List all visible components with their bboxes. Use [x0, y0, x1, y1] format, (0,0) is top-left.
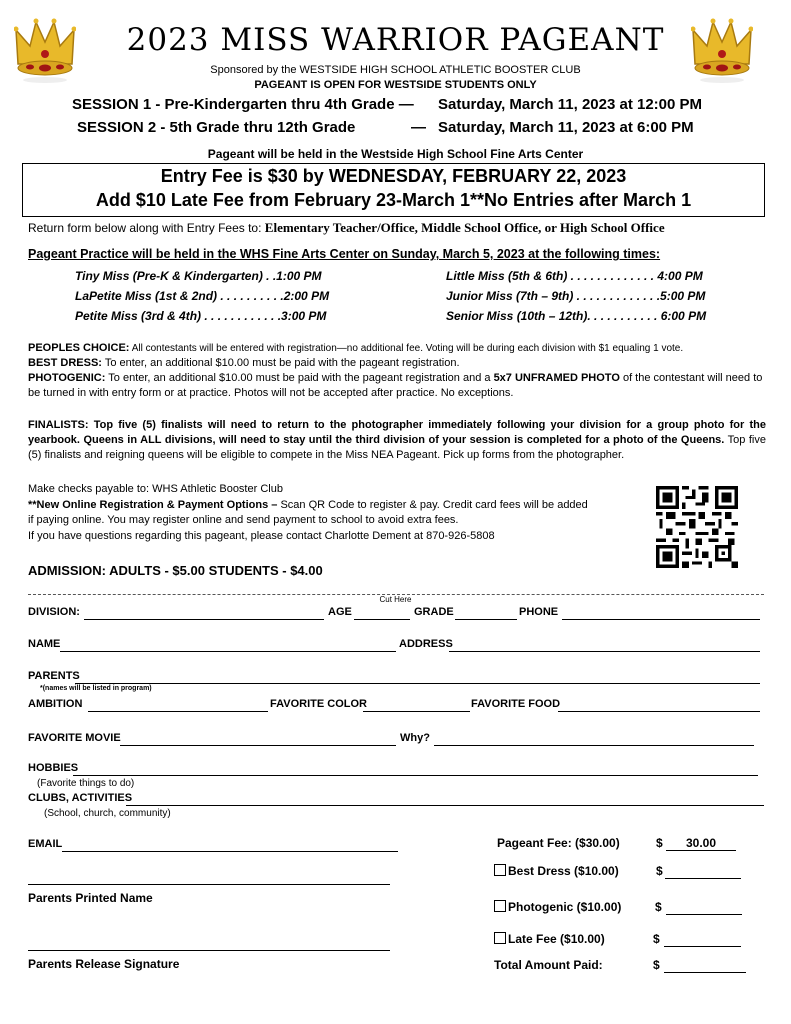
parents-printed-name-label: Parents Printed Name [28, 891, 153, 905]
late-fee-checkbox[interactable] [494, 932, 506, 944]
favorite-food-field[interactable] [558, 711, 760, 712]
page-title: 2023 MISS WARRIOR PAGEANT [126, 22, 665, 58]
session2-date: Saturday, March 11, 2023 at 6:00 PM [438, 119, 694, 136]
photogenic-photo-size: 5x7 UNFRAMED PHOTO [493, 372, 620, 384]
practice-heading: Pageant Practice will be held in the WHS Fine Arts Center on Sunday, March 5, 2023 at the following times: [28, 247, 661, 261]
return-places: Elementary Teacher/Office, Middle School Office, or High School Office [264, 220, 665, 235]
practice-right-list [446, 266, 706, 326]
photogenic-amount-field[interactable] [666, 914, 742, 915]
qr-code-icon[interactable] [656, 486, 738, 568]
peoples-choice-label: PEOPLES CHOICE: [28, 342, 130, 354]
venue-line: Pageant will be held in the Westside High School Fine Arts Center [207, 147, 584, 161]
practice-petite-miss: Petite Miss (3rd & 4th) . . . . . . . . . . . .3:00 PM [75, 309, 327, 323]
session1-label: SESSION 1 - Pre-Kindergarten thru 4th Grade — [72, 96, 414, 113]
sponsor-line: Sponsored by the WESTSIDE HIGH SCHOOL ATHLETIC BOOSTER CLUB [210, 64, 581, 76]
hobbies-field[interactable] [73, 775, 758, 776]
late-fee-row [494, 932, 605, 946]
practice-senior-miss: Senior Miss (10th – 12th). . . . . . . . . . . 6:00 PM [446, 309, 707, 323]
grade-label: GRADE [414, 606, 454, 618]
entry-fee-line: Entry Fee is $30 by WEDNESDAY, FEBRUARY 22, 2023 [160, 166, 627, 186]
pageant-fee-dollar: $ [656, 836, 663, 850]
hobbies-note: (Favorite things to do) [37, 778, 135, 789]
photogenic-fee-label: Photogenic ($10.00) [508, 900, 622, 914]
address-field[interactable] [449, 651, 760, 652]
pageant-fee-label: Pageant Fee: ($30.00) [497, 836, 620, 850]
session2-label: SESSION 2 - 5th Grade thru 12th Grade [77, 119, 356, 136]
best-dress-fee-row [494, 864, 619, 878]
favorite-food-label: FAVORITE FOOD [471, 698, 561, 710]
late-fee-line: Add $10 Late Fee from February 23-March 1**No Entries after March 1 [95, 190, 692, 210]
peoples-choice-text: All contestants will be entered with registration—no additional fee. Voting will be during each division with $1 equaling 1 vote. [129, 343, 684, 354]
practice-lapetite-miss: LaPetite Miss (1st & 2nd) . . . . . . . . . .2:00 PM [75, 289, 330, 303]
practice-junior-miss: Junior Miss (7th – 9th) . . . . . . . . . . . . .5:00 PM [446, 289, 706, 303]
email-field[interactable] [62, 851, 398, 852]
session1-date: Saturday, March 11, 2023 at 12:00 PM [438, 96, 703, 113]
clubs-label: CLUBS, ACTIVITIES [28, 792, 133, 804]
entry-fee-box [22, 163, 765, 217]
total-dollar: $ [653, 958, 660, 972]
grade-field[interactable] [455, 619, 517, 620]
email-label: EMAIL [28, 838, 63, 850]
practice-little-miss: Little Miss (5th & 6th) . . . . . . . . . . . . . 4:00 PM [446, 269, 703, 283]
name-label: NAME [28, 638, 61, 650]
ambition-label: AMBITION [28, 698, 83, 710]
why-label: Why? [400, 732, 430, 744]
favorite-color-field[interactable] [363, 711, 470, 712]
parents-label: PARENTS [28, 670, 80, 682]
practice-left-list [75, 266, 329, 326]
admission-line: ADMISSION: ADULTS - $5.00 STUDENTS - $4.00 [28, 563, 323, 578]
return-form-line [28, 220, 665, 236]
cut-here-label: Cut Here [376, 595, 414, 604]
parents-note: *(names will be listed in program) [40, 685, 152, 692]
hobbies-label: HOBBIES [28, 762, 79, 774]
photogenic-text1: To enter, an additional $10.00 must be paid with the pageant registration and a [105, 372, 494, 384]
name-field[interactable] [60, 651, 396, 652]
peoples-choice-paragraph [28, 341, 766, 356]
online-text: Scan QR Code to register & pay. Credit card fees will be added if paying online. You may register online and send payment to school to avoid extra fees. [28, 498, 588, 526]
open-to-line: PAGEANT IS OPEN FOR WESTSIDE STUDENTS ONLY [254, 79, 537, 91]
clubs-field[interactable] [126, 805, 764, 806]
finalists-text: Top five (5) finalists and reigning queens will be eligible to compete in the Miss NEA Pageant. Pick up forms from the photographer. [28, 434, 766, 461]
payment-info [28, 482, 588, 544]
best-dress-label: BEST DRESS: [28, 357, 102, 369]
phone-field[interactable] [562, 619, 760, 620]
online-bold: **New Online Registration & Payment Options – [28, 498, 278, 511]
division-field[interactable] [84, 619, 324, 620]
best-dress-dollar: $ [656, 864, 663, 878]
photogenic-fee-row [494, 900, 621, 914]
clubs-note: (School, church, community) [44, 808, 171, 819]
best-dress-amount-field[interactable] [665, 878, 741, 879]
best-dress-text: To enter, an additional $10.00 must be paid with the pageant registration. [101, 357, 460, 369]
photogenic-label: PHOTOGENIC: [28, 372, 106, 384]
phone-label: PHONE [519, 606, 559, 618]
favorite-color-label: FAVORITE COLOR [270, 698, 367, 710]
photogenic-paragraph [28, 371, 766, 401]
parents-signature-field[interactable] [28, 950, 390, 951]
age-label: AGE [328, 606, 352, 618]
contact-line: If you have questions regarding this pageant, please contact Charlotte Dement at 870-926-5808 [28, 529, 495, 542]
ambition-field[interactable] [88, 711, 268, 712]
finalists-paragraph [28, 418, 766, 463]
practice-tiny-miss: Tiny Miss (Pre-K & Kindergarten) . .1:00 PM [75, 269, 322, 283]
late-fee-label: Late Fee ($10.00) [508, 932, 605, 946]
late-fee-amount-field[interactable] [664, 946, 741, 947]
photogenic-text2: of the contestant will need to be turned in with entry form or at practice. Photos will not be accepted after practice. No exceptions. [28, 372, 763, 399]
finalists-bold: FINALISTS: Top five (5) finalists will need to return to the photographer immediately following your division for a group photo for the yearbook. Queens in ALL divisions, will need to stay until the third division of your session is completed for a photo of the Queens. [28, 419, 766, 446]
division-label: DIVISION: [28, 606, 80, 618]
checks-payable: Make checks payable to: WHS Athletic Booster Club [28, 483, 283, 495]
return-label: Return form below along with Entry Fees to: [28, 221, 265, 235]
late-fee-dollar: $ [653, 932, 660, 946]
best-dress-paragraph [28, 356, 766, 371]
parents-signature-label: Parents Release Signature [28, 957, 180, 971]
photogenic-dollar: $ [655, 900, 662, 914]
session2-dash: — [411, 119, 426, 136]
favorite-movie-label: FAVORITE MOVIE [28, 732, 121, 744]
favorite-movie-field[interactable] [120, 745, 396, 746]
total-amount-field[interactable] [664, 972, 746, 973]
parents-field[interactable] [75, 683, 760, 684]
address-label: ADDRESS [399, 638, 453, 650]
pageant-fee-amount[interactable]: 30.00 [666, 836, 736, 851]
why-field[interactable] [434, 745, 754, 746]
cut-here-wrapper [0, 589, 791, 607]
age-field[interactable] [354, 619, 410, 620]
parents-printed-name-field[interactable] [28, 884, 390, 885]
total-amount-label: Total Amount Paid: [494, 958, 603, 972]
best-dress-fee-label: Best Dress ($10.00) [508, 864, 619, 878]
photogenic-checkbox[interactable] [494, 900, 506, 912]
best-dress-checkbox[interactable] [494, 864, 506, 876]
